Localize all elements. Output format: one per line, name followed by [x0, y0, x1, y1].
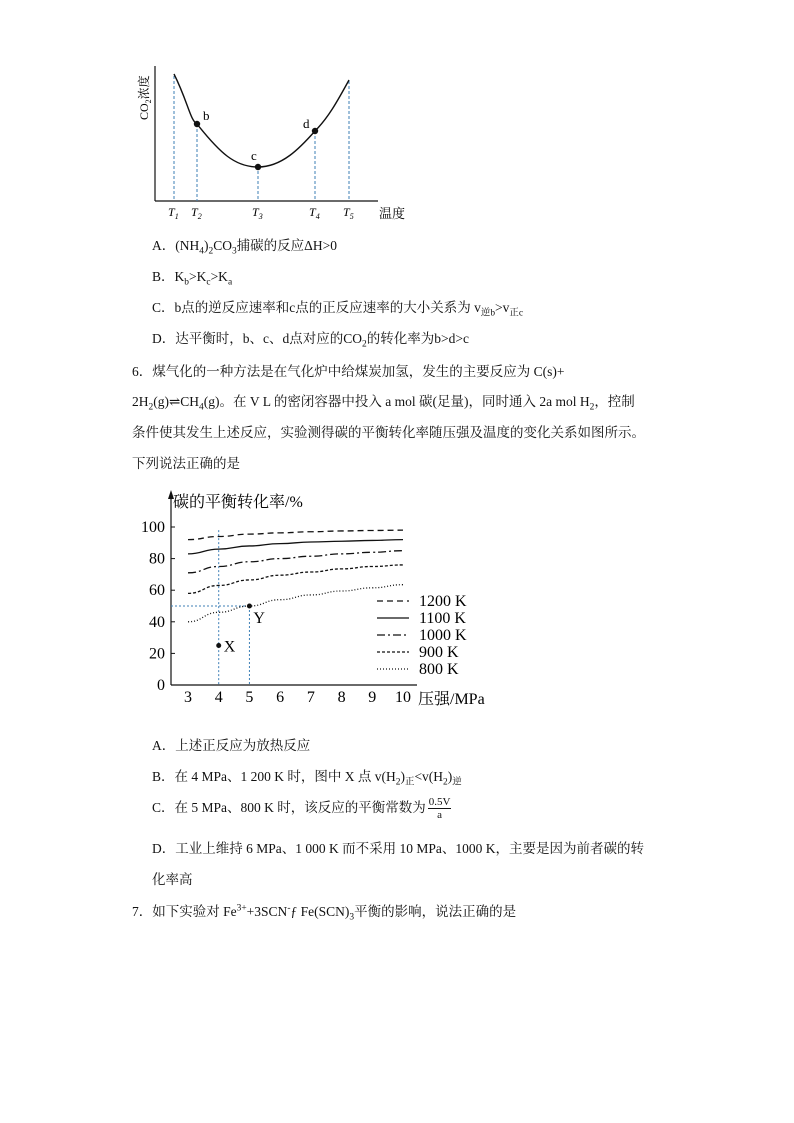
x-tick-label-10: 10 [395, 689, 411, 706]
chart2-legend [377, 593, 467, 678]
y-tick-label-0: 0 [157, 677, 165, 694]
q6-option-c-fraction: $\frac{0.5V}{a}$ [428, 796, 451, 822]
x-tick-label-3: 3 [184, 689, 192, 706]
y-tick-label-80: 80 [149, 550, 165, 568]
point-label-x: X [223, 638, 236, 656]
x-tick-label-5: 5 [245, 689, 254, 706]
chart2-x-label: 压强/MPa [418, 691, 485, 708]
q6-stem-line1: 6．煤气化的一种方法是在气化炉中给煤炭加氢，发生的主要反应为 C(s)+ [132, 364, 565, 379]
svg-text:T3: $T_3$ [252, 205, 263, 221]
chart2-y-ticks [141, 519, 175, 694]
chart2-title: 碳的平衡转化率/% [173, 494, 303, 511]
svg-text:T5: $T_5$ [343, 205, 354, 221]
q6-stem-line3: 条件使其发生上述反应，实验测得碳的平衡转化率随压强及温度的变化关系如图所示。 [132, 425, 645, 440]
legend-label-800-k: 800 K [419, 661, 459, 678]
series-line-900-k [188, 565, 403, 593]
x-tick-label-4: 4 [214, 689, 223, 706]
series-line-1000-k [188, 551, 403, 573]
svg-text:T4: $T_4$ [309, 205, 320, 221]
chart2-series [188, 530, 403, 622]
y-tick-label-40: 40 [149, 613, 165, 631]
point-label-y: Y [253, 610, 265, 627]
chart1-label-c: c [251, 148, 257, 163]
co2-temperature-chart [130, 58, 420, 228]
q6-option-c: C．在 5 MPa、800 K 时，该反应的平衡常数为 $\frac{0.5V}{a}$ [152, 796, 451, 822]
series-line-1200-k [188, 530, 403, 539]
legend-label-900-k: 900 K [419, 644, 459, 661]
q5-option-a: A．$(NH_4)_2CO_3$捕碳的反应ΔH>0 [152, 238, 337, 257]
chart1-point-c [255, 164, 261, 170]
series-line-1100-k [188, 540, 403, 554]
chart1-label-d: d [303, 116, 310, 131]
x-tick-label-6: 6 [276, 689, 285, 706]
chart2-x-ticks [184, 689, 411, 706]
chart1-ticks [168, 205, 354, 221]
q6-option-a: A．上述正反应为放热反应 [152, 738, 311, 753]
x-tick-label-9: 9 [368, 689, 377, 706]
q5-option-c: C．b点的逆反应速率和c点的正反应速率的大小关系为 $v_{逆b}>v_{正c}$ [152, 300, 524, 319]
q5-option-d: D．达平衡时，b、c、d点对应的$CO_2$的转化率为b>d>c [152, 331, 469, 350]
q6-option-d-line1: D．工业上维持 6 MPa、1 000 K 而不采用 10 MPa、1000 K，主要是因为前者碳的转 [152, 841, 645, 856]
y-tick-label-100: 100 [141, 519, 165, 536]
svg-text:T2: $T_2$ [191, 205, 202, 221]
y-tick-label-20: 20 [149, 645, 165, 663]
chart2-guides [171, 530, 249, 685]
q6-option-b: B．在 4 MPa、1 200 K 时，图中 X 点 $v(H_2)_正<v(H_2)_逆$ [152, 769, 462, 788]
y-tick-label-60: 60 [149, 582, 165, 600]
series-line-800-k [188, 585, 403, 622]
q6-stem-line4: 下列说法正确的是 [132, 456, 240, 471]
point-x [216, 643, 221, 648]
point-y [247, 604, 252, 609]
chart1-point-b [194, 121, 200, 127]
chart1-guides [174, 76, 349, 201]
legend-label-1100-k: 1100 K [419, 610, 466, 627]
chart1-point-d [312, 128, 318, 134]
chart2-points [216, 604, 265, 656]
x-tick-label-8: 8 [337, 689, 346, 706]
q6-stem-line2: $2H_2(g)\rightleftharpoons CH_4(g)$。在 V L 的密闭容器中投入 a mol 碳(足量)，同时通入 2a mol $H_2$，控制 [132, 394, 635, 413]
q7-stem: 7．如下实验对 $Fe^{3+}+3SCN^-ƒ$ $Fe(SCN)_3$平衡的影响，说法正确的是 [132, 903, 517, 923]
chart1-label-b: b [203, 108, 210, 123]
legend-label-1000-k: 1000 K [419, 627, 467, 644]
legend-label-1200-k: 1200 K [419, 593, 467, 610]
chart1-y-label: $CO_2$浓度 [137, 75, 153, 120]
x-tick-label-7: 7 [306, 689, 315, 706]
q6-option-d-line2: 化率高 [152, 872, 193, 887]
chart1-curve [174, 74, 349, 167]
q5-option-b: B．$K_b>K_c>K_a$ [152, 269, 233, 288]
chart1-x-label: 温度 [379, 206, 406, 221]
svg-text:T1: $T_1$ [168, 205, 179, 221]
carbon-conversion-chart [135, 485, 515, 715]
